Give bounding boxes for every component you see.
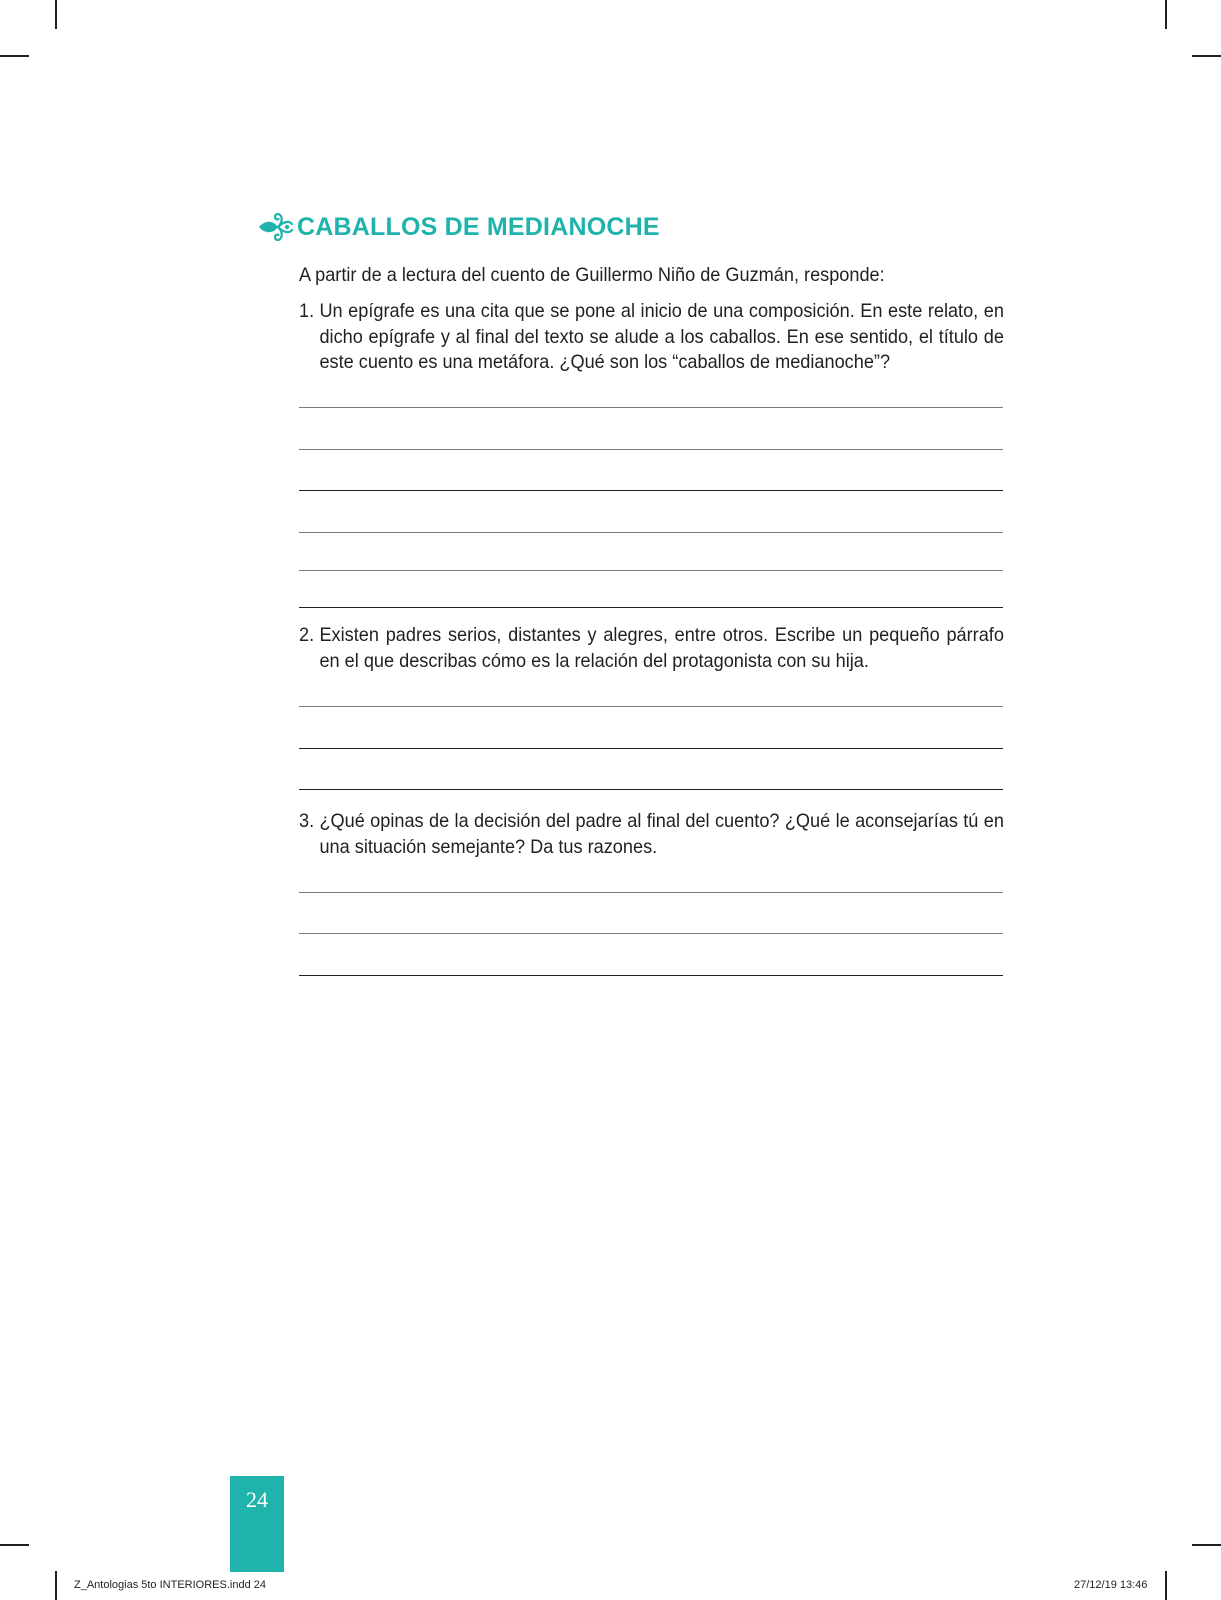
question-number: 2. xyxy=(299,624,315,646)
answer-line[interactable] xyxy=(299,933,1003,934)
fleuron-ornament-icon xyxy=(258,210,294,244)
answer-line[interactable] xyxy=(299,407,1003,408)
answer-line[interactable] xyxy=(299,532,1003,533)
section-header xyxy=(258,207,660,247)
crop-mark xyxy=(0,1544,29,1546)
crop-mark xyxy=(55,0,57,29)
question-number: 1. xyxy=(299,300,315,322)
answer-line[interactable] xyxy=(299,789,1003,790)
question-number: 3. xyxy=(299,810,315,832)
answer-line[interactable] xyxy=(299,892,1003,893)
instruction-text: A partir de a lectura del cuento de Guillermo Niño de Guzmán, responde: xyxy=(299,264,885,286)
page-number: 24 xyxy=(246,1487,268,1512)
crop-mark xyxy=(1165,0,1167,29)
answer-line[interactable] xyxy=(299,975,1003,976)
crop-mark xyxy=(1192,55,1221,57)
crop-mark xyxy=(55,1571,57,1600)
answer-line[interactable] xyxy=(299,449,1003,450)
crop-mark xyxy=(1192,1544,1221,1546)
question-text: Existen padres serios, distantes y alegres, entre otros. Escribe un pequeño párrafo en el que describas cómo es la relación del protagonista con su hija. xyxy=(319,624,1004,672)
question-1 xyxy=(299,299,1004,376)
answer-line[interactable] xyxy=(299,490,1003,491)
question-text: Un epígrafe es una cita que se pone al inicio de una composición. En este relato, en dicho epígrafe y al final del texto se alude a los caballos. En ese sentido, el título de este cuento es una metáfora. ¿Qué son los “caballos de medianoche”? xyxy=(319,300,1004,373)
crop-mark xyxy=(1165,1571,1167,1600)
answer-line[interactable] xyxy=(299,607,1003,608)
answer-line[interactable] xyxy=(299,706,1003,707)
section-title: CABALLOS DE MEDIANOCHE xyxy=(297,212,660,241)
print-datetime: 27/12/19 13:46 xyxy=(1074,1579,1148,1591)
file-slug: Z_Antologias 5to INTERIORES.indd 24 xyxy=(74,1579,266,1591)
page-number-tab xyxy=(230,1476,284,1572)
answer-line[interactable] xyxy=(299,570,1003,571)
question-text: ¿Qué opinas de la decisión del padre al final del cuento? ¿Qué le aconsejarías tú en una situación semejante? Da tus razones. xyxy=(319,810,1004,858)
answer-line[interactable] xyxy=(299,748,1003,749)
crop-mark xyxy=(0,55,29,57)
question-3 xyxy=(299,809,1004,860)
question-2 xyxy=(299,623,1004,674)
